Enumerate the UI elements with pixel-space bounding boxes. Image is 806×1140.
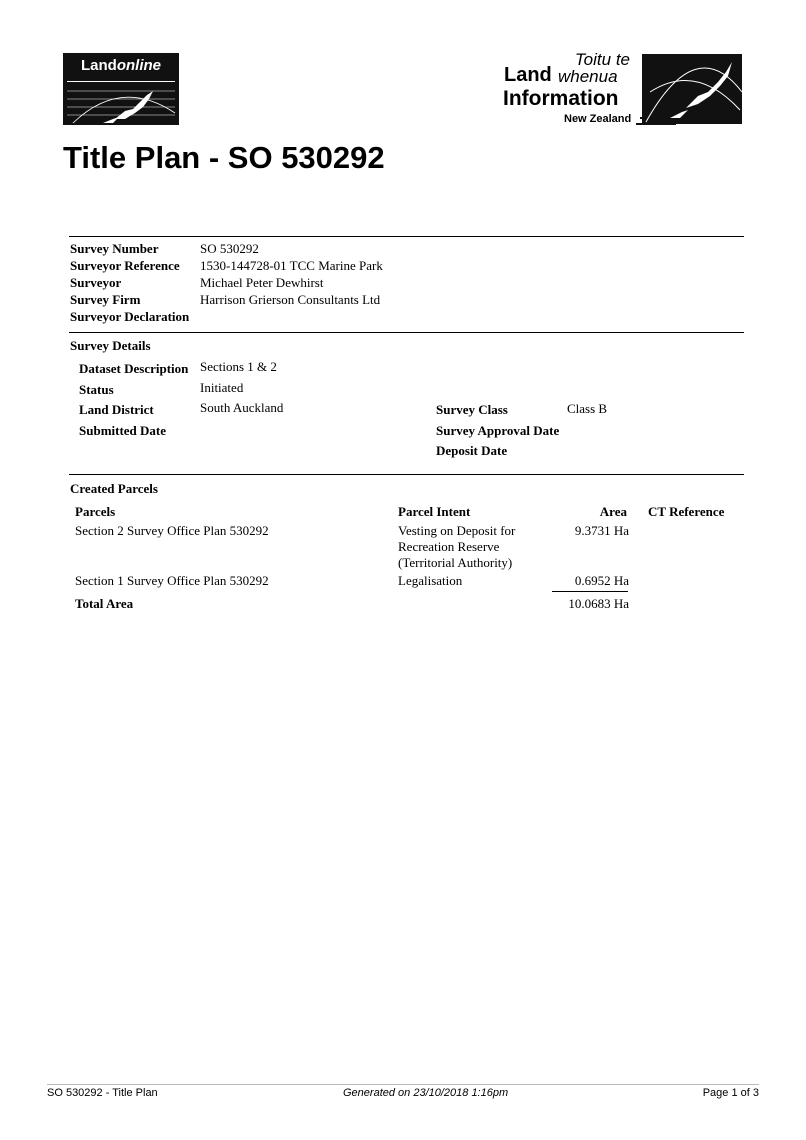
landonline-logo — [63, 53, 179, 125]
surveyor-label: Surveyor — [70, 275, 122, 290]
parcel-area: 9.3731 Ha — [574, 523, 629, 538]
deposit-date-label: Deposit Date — [436, 443, 508, 458]
dataset-description-label: Dataset Description — [79, 361, 189, 376]
created-parcels-heading: Created Parcels — [70, 481, 158, 496]
linz-whenua-text: whenua — [558, 67, 618, 86]
footer-generated-date: Generated on 23/10/2018 1:16pm — [343, 1087, 509, 1099]
total-area-label: Total Area — [75, 596, 134, 611]
survey-firm-value: Harrison Grierson Consultants Ltd — [200, 292, 381, 307]
linz-land-text: Land — [504, 64, 552, 86]
divider — [69, 474, 744, 475]
col-header-ct-reference: CT Reference — [648, 504, 725, 519]
parcel-name: Section 2 Survey Office Plan 530292 — [75, 523, 269, 538]
parcel-intent-line: Vesting on Deposit for — [398, 523, 516, 538]
page-title: Title Plan - SO 530292 — [63, 140, 385, 175]
linz-globe-icon — [636, 52, 744, 128]
footer-divider — [47, 1084, 759, 1085]
landonline-wordmark: Landonline — [80, 57, 161, 74]
status-value: Initiated — [200, 380, 244, 395]
surveyor-reference-value: 1530-144728-01 TCC Marine Park — [200, 258, 383, 273]
total-area-value: 10.0683 Ha — [568, 596, 629, 611]
parcel-intent-line: Recreation Reserve — [398, 539, 500, 554]
footer-document-name: SO 530292 - Title Plan — [47, 1087, 158, 1099]
col-header-parcel-intent: Parcel Intent — [398, 504, 471, 519]
survey-class-label: Survey Class — [436, 402, 508, 417]
linz-country-text: New Zealand — [564, 113, 632, 125]
linz-toitu-text: Toitu te — [574, 50, 630, 69]
survey-class-value: Class B — [567, 401, 608, 416]
surveyor-reference-label: Surveyor Reference — [70, 258, 180, 273]
survey-details-heading: Survey Details — [70, 338, 151, 353]
nz-map-icon — [63, 83, 179, 125]
parcel-name: Section 1 Survey Office Plan 530292 — [75, 573, 269, 588]
submitted-date-label: Submitted Date — [79, 423, 167, 438]
dataset-description-value: Sections 1 & 2 — [200, 359, 277, 374]
linz-information-text: Information — [503, 87, 619, 110]
divider — [69, 332, 744, 333]
survey-firm-label: Survey Firm — [70, 292, 141, 307]
linz-logo — [500, 50, 746, 130]
land-district-label: Land District — [79, 402, 154, 417]
survey-number-label: Survey Number — [70, 241, 159, 256]
parcel-intent-line: Legalisation — [398, 573, 463, 588]
surveyor-declaration-label: Surveyor Declaration — [70, 309, 190, 324]
survey-approval-date-label: Survey Approval Date — [436, 423, 560, 438]
survey-number-value: SO 530292 — [200, 241, 259, 256]
surveyor-value: Michael Peter Dewhirst — [200, 275, 324, 290]
parcel-area: 0.6952 Ha — [574, 573, 629, 588]
total-underline — [552, 591, 628, 592]
col-header-area: Area — [599, 504, 627, 519]
divider — [69, 236, 744, 237]
footer-page-number: Page 1 of 3 — [702, 1087, 759, 1099]
col-header-parcels: Parcels — [75, 504, 116, 519]
land-district-value: South Auckland — [200, 400, 284, 415]
status-label: Status — [79, 382, 114, 397]
parcel-intent-line: (Territorial Authority) — [398, 555, 513, 570]
